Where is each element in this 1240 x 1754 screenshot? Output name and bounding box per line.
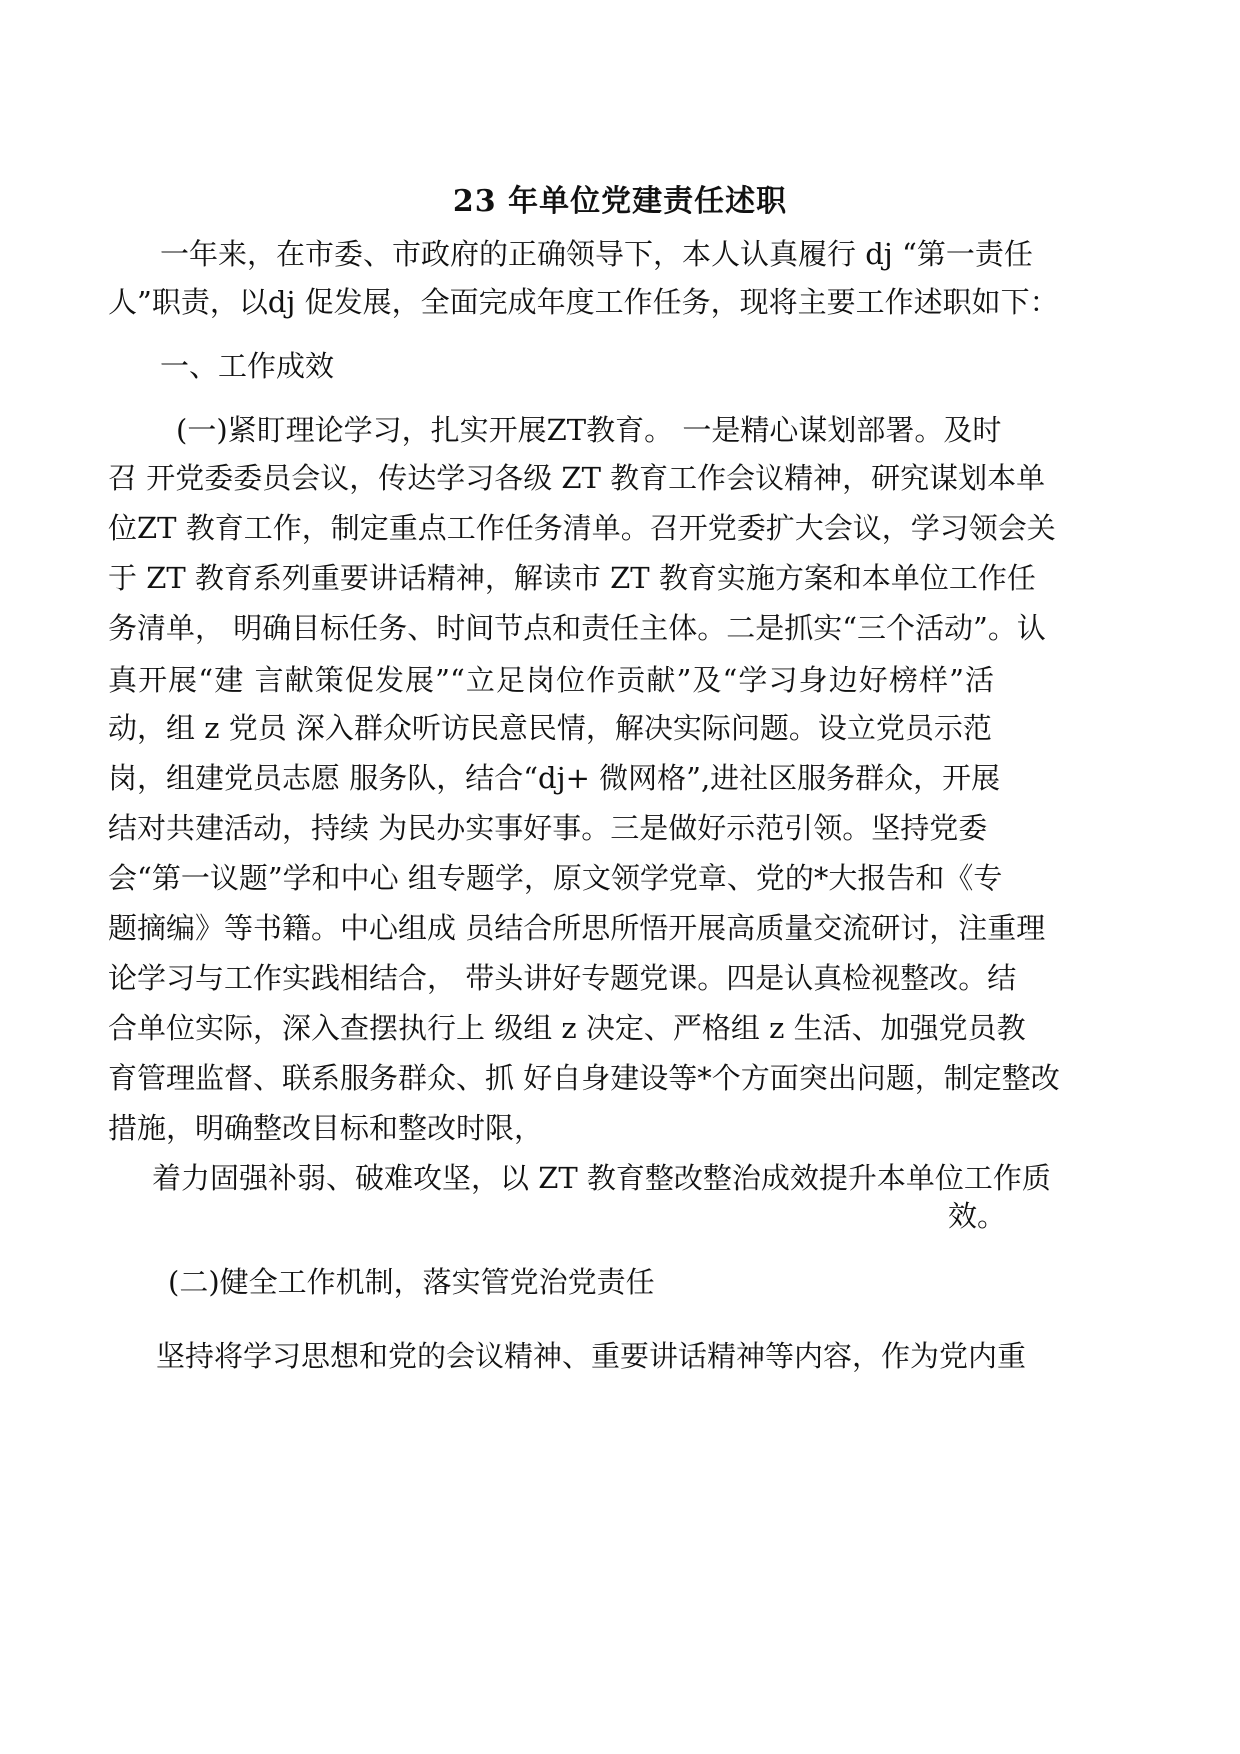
paragraph-line: 召 开党委委员会议，传达学习各级 ZT 教育工作会议精神，研究谋划本单 [108, 461, 1046, 495]
paragraph-line: 位ZT 教育工作，制定重点工作任务清单。召开党委扩大会议，学习领会关 [108, 511, 1056, 545]
paragraph-line: 论学习与工作实践相结合， 带头讲好专题党课。四是认真检视整改。结 [108, 961, 1017, 995]
paragraph-line: 育管理监督、联系服务群众、抓 好自身建设等*个方面突出问题，制定整改 [108, 1061, 1060, 1095]
paragraph-line: 一年来，在市委、市政府的正确领导下，本人认真履行 dj “第一责任 [160, 237, 1033, 271]
section-heading: 一、工作成效 [160, 349, 335, 383]
paragraph-line: 真开展“建 言献策促发展”“立足岗位作贡献”及“学习身边好榜样”活 [108, 663, 994, 697]
subsection-heading: (一)紧盯理论学习，扎实开展ZT教育。 一是精心谋划部署。及时 [176, 413, 1002, 447]
paragraph-line: 岗，组建党员志愿 服务队，结合“dj+ 微网格”,进社区服务群众，开展 [108, 761, 1001, 795]
subsection-heading: (二)健全工作机制，落实管党治党责任 [168, 1265, 655, 1299]
paragraph-line: 结对共建活动，持续 为民办实事好事。三是做好示范引领。坚持党委 [108, 811, 988, 845]
paragraph-line: 于 ZT 教育系列重要讲话精神，解读市 ZT 教育实施方案和本单位工作任 [108, 561, 1036, 595]
paragraph-line: 题摘编》等书籍。中心组成 员结合所思所悟开展高质量交流研讨，注重理 [108, 911, 1046, 945]
paragraph-line: 坚持将学习思想和党的会议精神、重要讲话精神等内容，作为党内重 [156, 1339, 1027, 1373]
paragraph-line: 合单位实际，深入查摆执行上 级组 z 决定、严格组 z 生活、加强党员教 [108, 1011, 1026, 1045]
paragraph-line: 人”职责，以dj 促发展，全面完成年度工作任务，现将主要工作述职如下： [108, 285, 1059, 319]
paragraph-line: 动，组 z 党员 深入群众听访民意民情，解决实际问题。设立党员示范 [108, 711, 992, 745]
paragraph-line: 会“第一议题”学和中心 组专题学，原文领学党章、党的*大报告和《专 [108, 861, 1003, 895]
document-title: 23 年单位党建责任述职 [452, 184, 788, 219]
paragraph-line: 效。 [947, 1199, 1006, 1233]
paragraph-line: 着力固强补弱、破难攻坚，以 ZT 教育整改整治成效提升本单位工作质 [152, 1161, 1051, 1195]
paragraph-line: 措施，明确整改目标和整改时限， [108, 1111, 544, 1145]
paragraph-line: 务清单， 明确目标任务、时间节点和责任主体。二是抓实“三个活动”。认 [108, 611, 1046, 645]
